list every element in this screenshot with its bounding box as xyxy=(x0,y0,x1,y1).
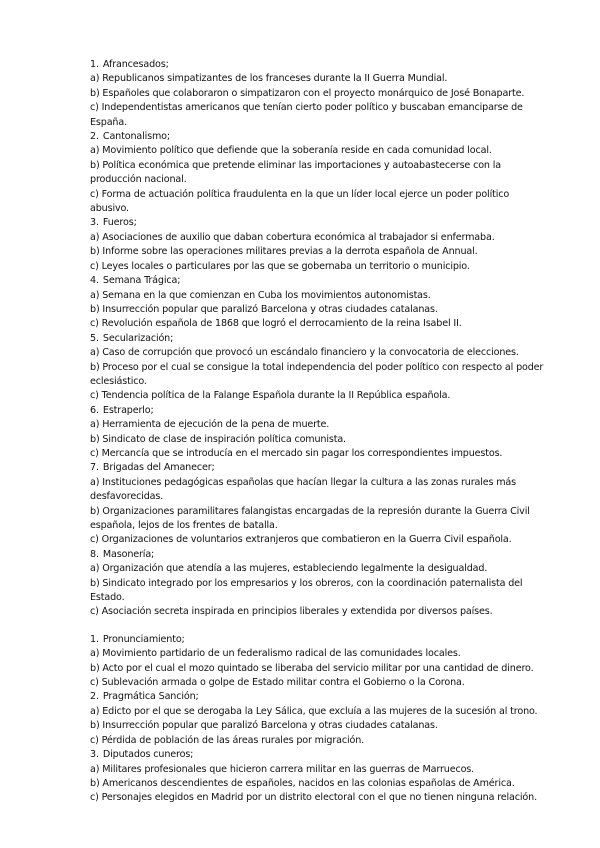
question-term: Pragmática Sanción; xyxy=(102,691,199,703)
question-number: 6. xyxy=(90,404,99,416)
question-block xyxy=(90,690,545,748)
answer-option: b) Informe sobre las operaciones militares previas a la derrota española de Annual. xyxy=(90,246,478,258)
question-title xyxy=(90,461,545,475)
answer-option: b) Americanos descendientes de españoles, nacidos en las colonias españolas de América. xyxy=(90,777,515,789)
answer-option: c) Personajes elegidos en Madrid por un distrito electoral con el que no tienen ninguna relación. xyxy=(90,792,537,804)
question-block xyxy=(90,748,545,806)
answer-option: c) Pérdida de población de las áreas rurales por migración. xyxy=(90,734,365,746)
question-block xyxy=(90,633,545,691)
answer-option: c) Leyes locales o particulares por las que se gobernaba un territorio o municipio. xyxy=(90,260,470,272)
answer-option: c) Tendencia política de la Falange Española durante la II República española. xyxy=(90,390,451,402)
question-number: 3. xyxy=(90,749,99,761)
answer-option: b) Proceso por el cual se consigue la total independencia del poder político con respecto al poder eclesiástico. xyxy=(90,361,544,387)
question-number: 2. xyxy=(90,691,99,703)
question-number: 2. xyxy=(90,131,99,143)
question-term: Fueros; xyxy=(102,217,137,229)
answer-option: a) Caso de corrupción que provocó un escándalo financiero y la convocatoria de elecciones. xyxy=(90,347,519,359)
question-title xyxy=(90,690,545,704)
question-number: 4. xyxy=(90,275,99,287)
answer-option: c) Sublevación armada o golpe de Estado militar contra el Gobierno o la Corona. xyxy=(90,677,465,689)
question-block xyxy=(90,274,545,332)
answer-option: a) Organización que atendía a las mujeres, estableciendo legalmente la desigualdad. xyxy=(90,563,488,575)
answer-option: c) Organizaciones de voluntarios extranjeros que combatieron en la Guerra Civil española. xyxy=(90,534,512,546)
answer-option: a) Semana en la que comienzan en Cuba los movimientos autonomistas. xyxy=(90,289,431,301)
question-block xyxy=(90,130,545,216)
answer-option: a) Edicto por el que se derogaba la Ley Sálica, que excluía a las mujeres de la sucesión al trono. xyxy=(90,705,538,717)
question-term: Brigadas del Amanecer; xyxy=(102,462,215,474)
question-number: 8. xyxy=(90,548,99,560)
answer-option: b) Sindicato de clase de inspiración política comunista. xyxy=(90,433,346,445)
question-block xyxy=(90,58,545,130)
answer-option: b) Acto por el cual el mozo quintado se liberaba del servicio militar por una cantidad de dinero. xyxy=(90,662,534,674)
question-title xyxy=(90,216,545,230)
question-term: Diputados cuneros; xyxy=(102,749,194,761)
question-number: 3. xyxy=(90,217,99,229)
answer-option: a) Militares profesionales que hicieron carrera militar en las guerras de Marruecos. xyxy=(90,763,475,775)
question-title xyxy=(90,332,545,346)
question-block xyxy=(90,404,545,462)
question-number: 1. xyxy=(90,59,99,70)
answer-option: c) Forma de actuación política fraudulenta en la que un líder local ejerce un poder político abusivo. xyxy=(90,188,510,215)
question-block xyxy=(90,548,545,620)
answer-option: b) Insurrección popular que paralizó Barcelona y otras ciudades catalanas. xyxy=(90,303,438,315)
answer-option: c) Asociación secreta inspirada en principios liberales y extendida por diversos países. xyxy=(90,606,493,618)
question-term: Masonería; xyxy=(102,548,155,560)
answer-option: a) Instituciones pedagógicas españolas que hacían llegar la cultura a las zonas rurales más desfavorecidas. xyxy=(90,476,517,503)
answer-option: b) Sindicato integrado por los empresarios y los obreros, con la coordinación paternalista del Estado. xyxy=(90,577,523,604)
question-term: Cantonalismo; xyxy=(102,131,170,143)
question-number: 7. xyxy=(90,462,99,474)
question-title xyxy=(90,274,545,288)
question-title xyxy=(90,58,545,72)
question-term: Afrancesados; xyxy=(102,59,169,70)
question-block xyxy=(90,216,545,274)
question-number: 5. xyxy=(90,332,99,344)
answer-option: a) Asociaciones de auxilio que daban cobertura económica al trabajador si enfermaba. xyxy=(90,231,495,243)
question-title xyxy=(90,633,545,647)
answer-option: a) Movimiento político que defiende que la soberanía reside en cada comunidad local. xyxy=(90,145,492,157)
answer-option: c) Independentistas americanos que tenían cierto poder político y buscaban emanciparse de España. xyxy=(90,102,523,128)
question-title xyxy=(90,130,545,144)
answer-option: c) Mercancía que se introducía en el mercado sin pagar los correspondientes impuestos. xyxy=(90,447,503,459)
document-page xyxy=(90,58,545,806)
answer-option: a) Movimiento partidario de un federalismo radical de las comunidades locales. xyxy=(90,648,461,660)
question-title xyxy=(90,748,545,762)
question-term: Secularización; xyxy=(102,332,174,344)
question-number: 1. xyxy=(90,633,99,645)
question-block xyxy=(90,461,545,547)
question-block xyxy=(90,332,545,404)
answer-option: c) Revolución española de 1868 que logró el derrocamiento de la reina Isabel II. xyxy=(90,318,462,330)
answer-option: b) Españoles que colaboraron o simpatizaron con el proyecto monárquico de José Bonaparte. xyxy=(90,87,525,99)
question-term: Estraperlo; xyxy=(102,404,154,416)
question-title xyxy=(90,548,545,562)
section-spacer xyxy=(90,620,545,633)
question-term: Semana Trágica; xyxy=(102,275,181,287)
answer-option: b) Política económica que pretende eliminar las importaciones y autoabastecerse con la producción nacional. xyxy=(90,159,502,186)
answer-option: b) Insurrección popular que paralizó Barcelona y otras ciudades catalanas. xyxy=(90,720,438,732)
question-title xyxy=(90,404,545,418)
question-section xyxy=(90,58,545,620)
question-section xyxy=(90,633,545,806)
answer-option: a) Republicanos simpatizantes de los franceses durante la II Guerra Mundial. xyxy=(90,73,448,85)
question-term: Pronunciamiento; xyxy=(102,633,185,645)
answer-option: b) Organizaciones paramilitares falangistas encargadas de la represión durante la Guerra Civil española, lejos de los frentes de batalla. xyxy=(90,505,530,531)
answer-option: a) Herramienta de ejecución de la pena de muerte. xyxy=(90,419,330,431)
